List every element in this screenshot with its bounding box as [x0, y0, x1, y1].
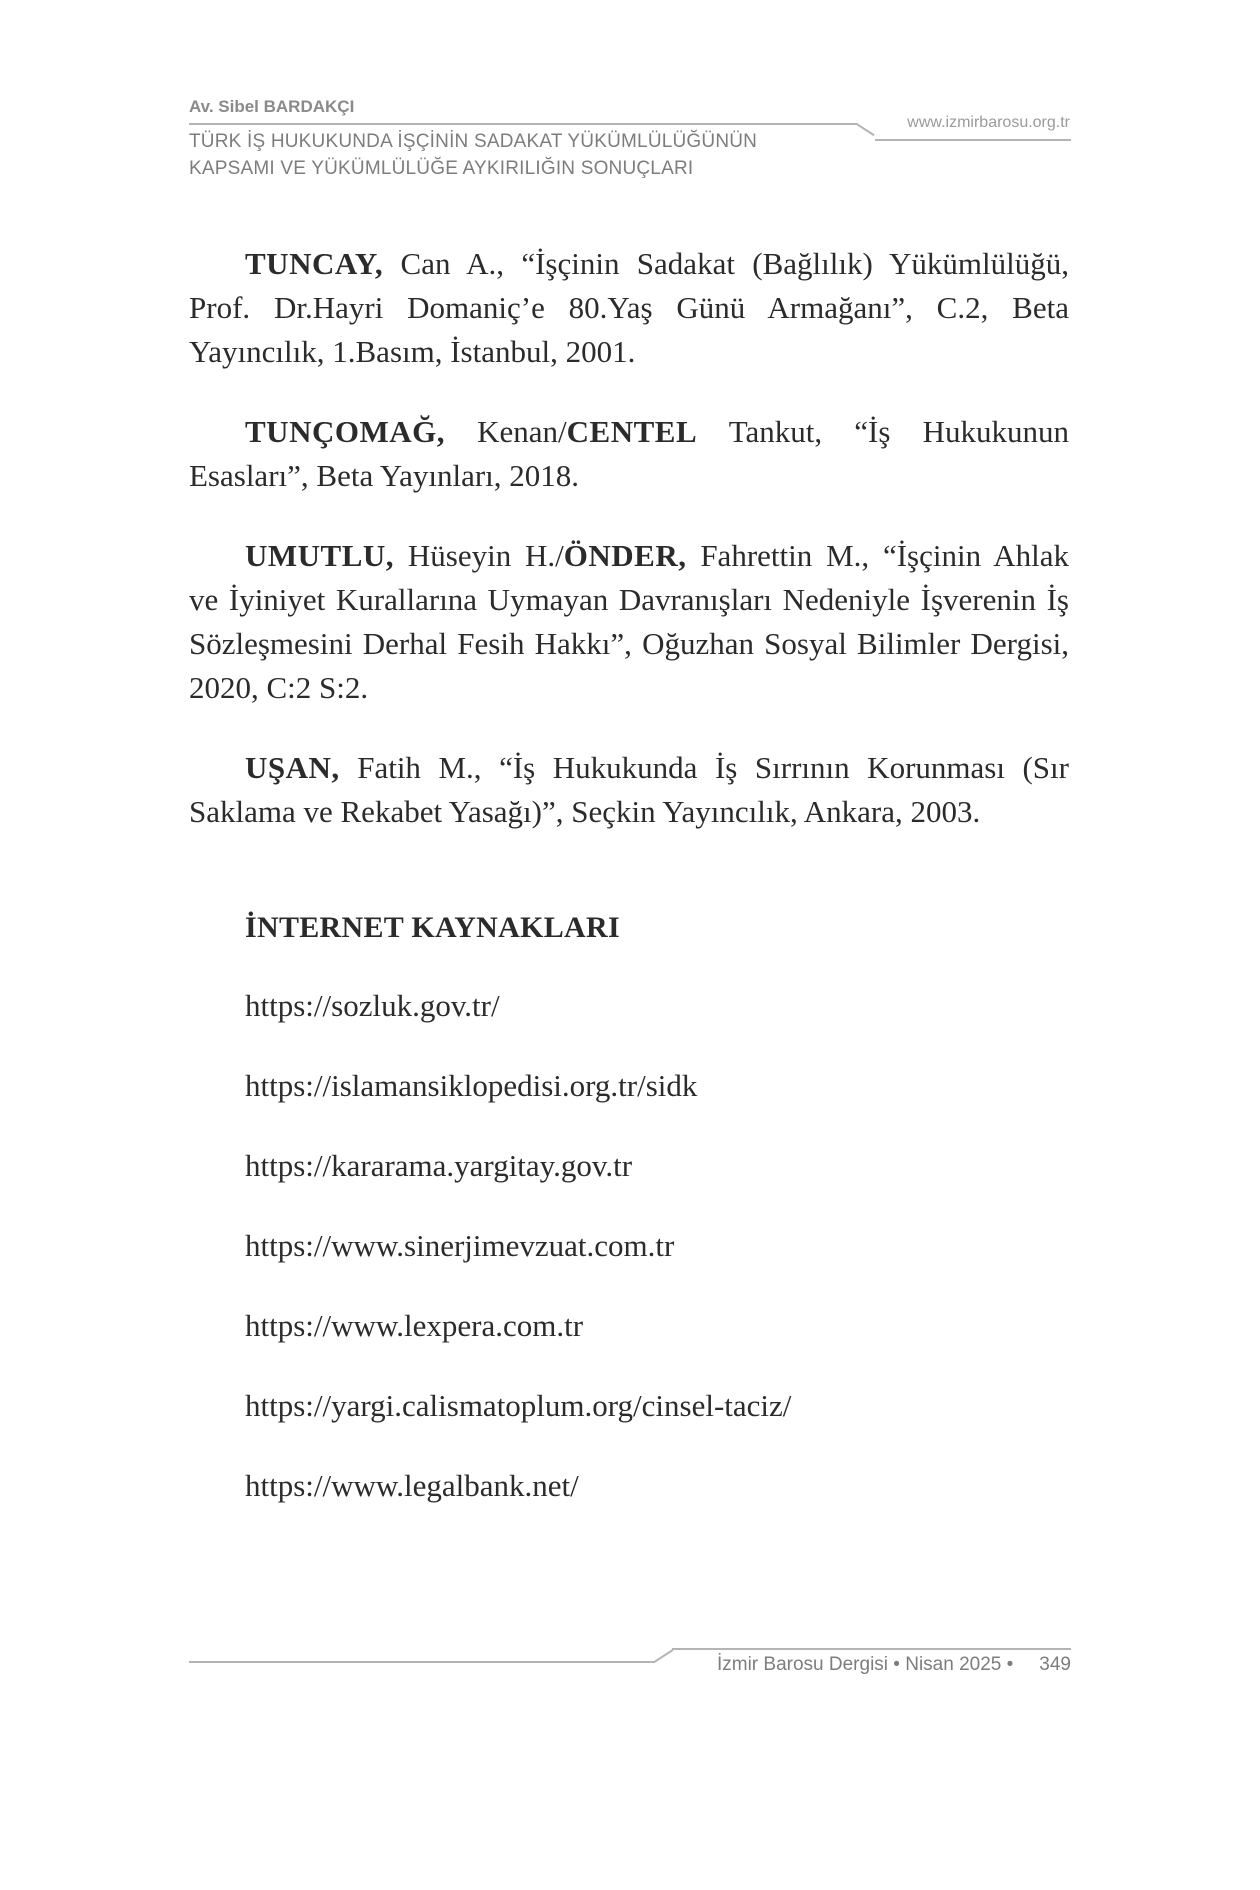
reference-text: Fatih M., “İş Hukukunda İş Sırrının Korunması (Sır Saklama ve Rekabet Yasağı)”, Seçkin Yayıncılık, Ankara, 2003.: [189, 750, 1069, 829]
internet-sources-heading: İNTERNET KAYNAKLARI: [245, 911, 620, 944]
header-title-line1: TÜRK İŞ HUKUKUNDA İŞÇİNİN SADAKAT YÜKÜMLÜLÜĞÜNÜN: [189, 131, 758, 152]
source-link[interactable]: https://www.legalbank.net/: [245, 1468, 579, 1503]
header-rule-diagonal: [856, 123, 875, 136]
reference-text: Can A., “İşçinin Sadakat (Bağlılık) Yükümlülüğü, Prof. Dr.Hayri Domaniç’e 80.Yaş Günü Armağanı”, C.2, Beta Yayıncılık, 1.Basım, İstanbul, 2001.: [189, 246, 1069, 369]
header-title-line2: KAPSAMI VE YÜKÜMLÜLÜĞE AYKIRILIĞIN SONUÇLARI: [189, 158, 694, 179]
bibliography-body: [189, 242, 1069, 1544]
reference-author: TUNCAY,: [245, 246, 384, 281]
reference-entry: [189, 746, 1069, 834]
source-link[interactable]: https://sozluk.gov.tr/: [245, 988, 500, 1023]
reference-coauthor: CENTEL: [566, 414, 698, 449]
header-author: Av. Sibel BARDAKÇI: [189, 97, 355, 116]
reference-coauthor: ÖNDER,: [563, 538, 687, 573]
header-rule: [189, 123, 857, 125]
reference-entry: [189, 410, 1069, 498]
header-rule-right: [875, 139, 1071, 141]
internet-sources-list: [245, 984, 1069, 1544]
reference-coauthor-sep: Hüseyin H./: [394, 538, 564, 573]
footer-rule-diagonal: [654, 1649, 674, 1663]
reference-coauthor-sep: Kenan/: [444, 414, 567, 449]
source-link[interactable]: https://www.sinerjimevzuat.com.tr: [245, 1228, 675, 1263]
footer-rule-right: [672, 1648, 1071, 1650]
reference-author: UMUTLU,: [245, 538, 395, 573]
source-link[interactable]: https://yargi.calismatoplum.org/cinsel-taciz/: [245, 1388, 792, 1423]
source-link[interactable]: https://islamansiklopedisi.org.tr/sidk: [245, 1068, 698, 1103]
header-article-title: [189, 128, 757, 182]
source-link[interactable]: https://www.lexpera.com.tr: [245, 1308, 584, 1343]
reference-text: Fahrettin M., “İşçinin Ahlak ve İyiniyet Kurallarına Uymayan Davranışları Nedeniyle İşverenin İş Sözleşmesini Derhal Fesih Hakkı”, Oğuzhan Sosyal Bilimler Dergisi, 2020, C:2 S:2.: [189, 538, 1069, 705]
footer-rule: [189, 1661, 655, 1663]
reference-author: UŞAN,: [245, 750, 340, 785]
reference-author: TUNÇOMAĞ,: [245, 414, 445, 449]
footer-journal: İzmir Barosu Dergisi • Nisan 2025 •: [716, 1654, 1014, 1675]
reference-entry: [189, 534, 1069, 710]
page-number: 349: [1039, 1654, 1071, 1675]
footer: [717, 1654, 1071, 1676]
reference-entry: [189, 242, 1069, 374]
reference-text: Tankut, “İş Hukukunun Esasları”, Beta Yayınları, 2018.: [189, 414, 1069, 493]
source-link[interactable]: https://kararama.yargitay.gov.tr: [245, 1148, 633, 1183]
header-website: www.izmirbarosu.org.tr: [907, 114, 1070, 131]
